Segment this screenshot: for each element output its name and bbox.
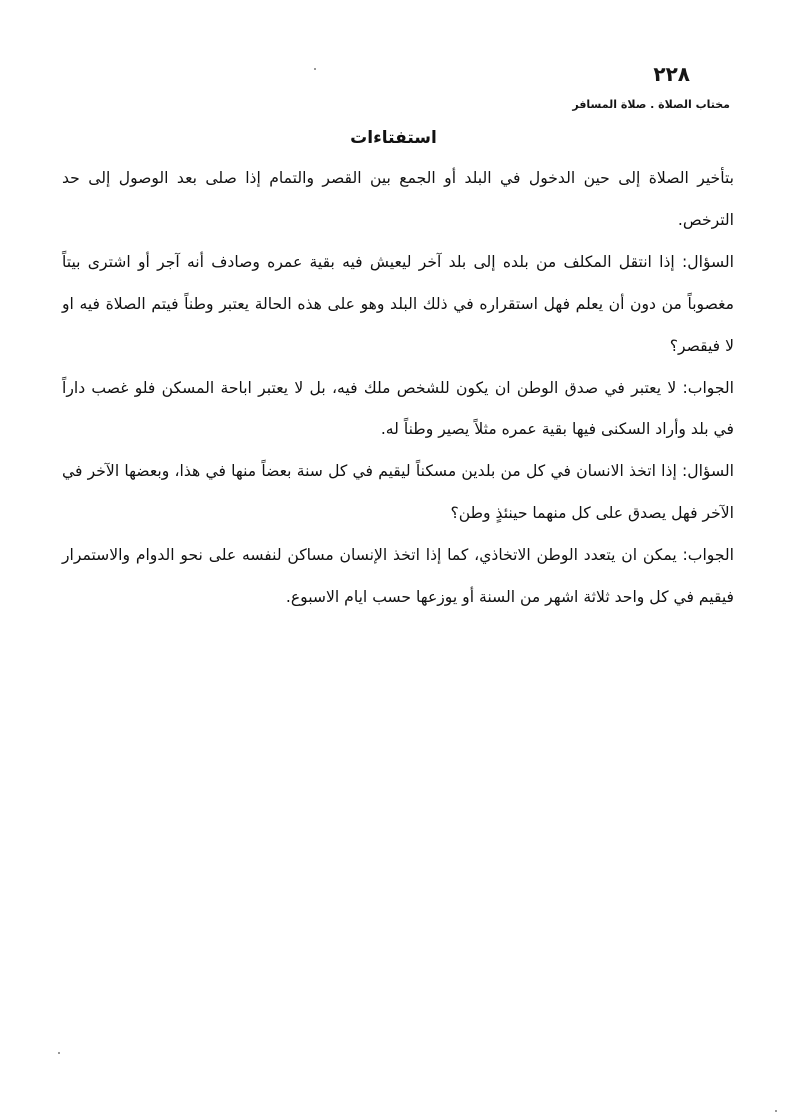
question-1: السؤال: إذا انتقل المكلف من بلده إلى بلد آخر ليعيش فيه بقية عمره وصادف أنه آجر أو اشترى بيتاً مغصوباً من دون أن يعلم فهل استقراره في ذلك البلد وهو على هذه الحالة يعتبر وطناً فيتم الصلاة فيه او لا فيقصر؟ bbox=[62, 252, 734, 355]
body-text bbox=[62, 158, 734, 619]
answer-1: الجواب: لا يعتبر في صدق الوطن ان يكون للشخص ملك فيه، بل لا يعتبر اباحة المسكن فلو غصب داراً في بلد وأراد السكنى فيها بقية عمره مثلاً يصير وطناً له. bbox=[62, 378, 734, 439]
scan-speck bbox=[775, 1110, 777, 1112]
section-title: استفتاءات bbox=[350, 128, 437, 148]
running-header: مختاب الصلاة . صلاة المسافر bbox=[572, 98, 730, 111]
scan-speck bbox=[58, 1052, 60, 1054]
answer-2: الجواب: يمكن ان يتعدد الوطن الاتخاذي، كما إذا اتخذ الإنسان مساكن لنفسه على نحو الدوام والاستمرار فيقيم في كل واحد ثلاثة اشهر من السنة أو يوزعها حسب ايام الاسبوع. bbox=[62, 546, 734, 607]
scan-speck bbox=[314, 68, 316, 70]
paragraph-continuation: بتأخير الصلاة إلى حين الدخول في البلد أو الجمع بين القصر والتمام إذا صلى بعد الوصول إلى حد الترخص. bbox=[62, 169, 734, 229]
question-2: السؤال: إذا اتخذ الانسان في كل من بلدين مسكناً ليقيم في كل سنة بعضاً منها في هذا، وبعضها الآخر في الآخر فهل يصدق على كل منهما حينئذٍ وطن؟ bbox=[62, 462, 734, 523]
page-number: ٢٢٨ bbox=[653, 62, 690, 86]
